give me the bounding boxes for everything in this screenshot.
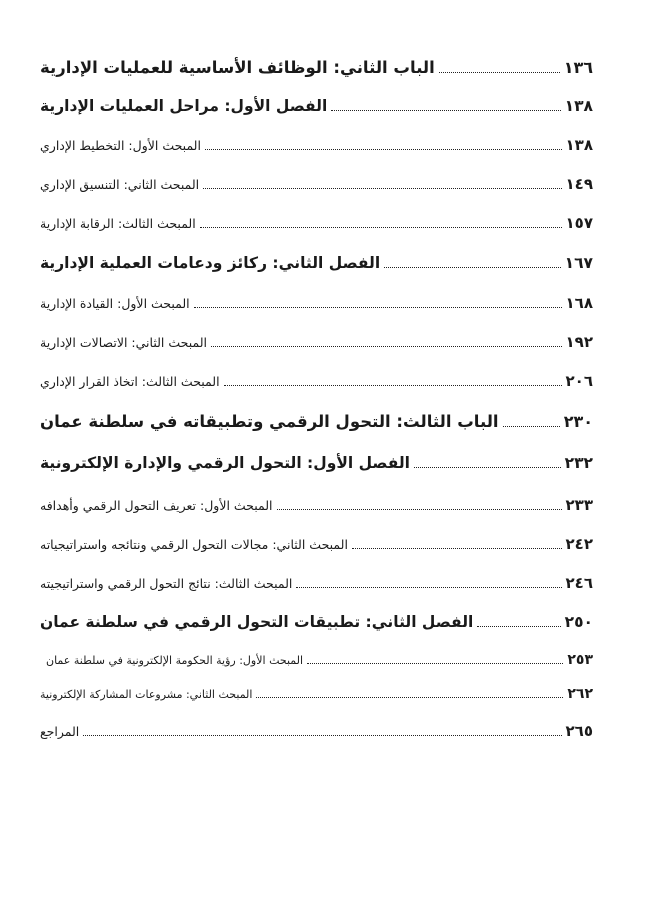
toc-entry-page: ١٣٦ <box>563 58 593 77</box>
toc-leader-dots <box>83 735 561 736</box>
toc-entry-page: ٢٠٦ <box>565 372 593 390</box>
toc-entry-page: ١٥٧ <box>565 214 593 232</box>
toc-entry <box>40 722 593 740</box>
toc-leader-dots <box>384 267 560 268</box>
toc-entry-page: ٢٣٢ <box>564 454 593 472</box>
toc-entry <box>40 454 593 472</box>
toc-entry-title: المراجع <box>40 724 80 739</box>
toc-entry <box>40 333 593 351</box>
toc-leader-dots <box>307 663 563 664</box>
toc-entry-title: المبحث الأول: القيادة الإدارية <box>40 296 190 311</box>
toc-entry <box>40 58 593 77</box>
toc-leader-dots <box>256 697 563 698</box>
toc-leader-dots <box>296 587 561 588</box>
toc-entry <box>40 175 593 193</box>
toc-entry <box>40 372 593 390</box>
toc-entry <box>40 294 593 312</box>
toc-entry-title: المبحث الثاني: التنسيق الإداري <box>40 177 200 192</box>
toc-entry-page: ٢٤٢ <box>565 535 593 553</box>
toc-entry <box>40 97 593 115</box>
toc-entry-title: الباب الثالث: التحول الرقمي وتطبيقاته في سلطنة عمان <box>40 412 499 431</box>
toc-entry <box>46 652 593 668</box>
toc-entry-title: الفصل الثاني: ركائز ودعامات العملية الإدارية <box>40 254 381 272</box>
toc-leader-dots <box>439 72 560 73</box>
toc-leader-dots <box>194 307 562 308</box>
toc-leader-dots <box>203 188 561 189</box>
toc-entry-title: المبحث الثاني: مجالات التحول الرقمي ونتائجه واستراتيجياته <box>40 537 348 552</box>
toc-entry <box>40 136 593 154</box>
toc-entry-page: ١٩٢ <box>565 333 593 351</box>
toc-entry-page: ٢٣٠ <box>563 412 593 431</box>
toc-leader-dots <box>414 467 561 468</box>
toc-leader-dots <box>352 548 562 549</box>
toc-leader-dots <box>331 110 560 111</box>
toc-entry-page: ٢٣٣ <box>565 496 593 514</box>
toc-leader-dots <box>200 227 562 228</box>
toc-leader-dots <box>205 149 562 150</box>
toc-entry-title: الباب الثاني: الوظائف الأساسية للعمليات الإدارية <box>40 58 435 77</box>
toc-entry-title: الفصل الأول: مراحل العمليات الإدارية <box>40 97 328 115</box>
toc-entry-page: ٢٤٦ <box>565 574 593 592</box>
toc-entry-title: الفصل الثاني: تطبيقات التحول الرقمي في سلطنة عمان <box>40 613 474 631</box>
toc-entry <box>40 613 593 631</box>
toc-entry-page: ١٤٩ <box>565 175 593 193</box>
toc-entry <box>40 686 593 702</box>
toc-entry-title: الفصل الأول: التحول الرقمي والإدارة الإلكترونية <box>40 454 410 472</box>
toc-entry <box>40 214 593 232</box>
toc-leader-dots <box>503 426 560 427</box>
toc-entry-title: المبحث الثاني: مشروعات المشاركة الإلكترونية <box>40 688 253 701</box>
toc-entry-title: المبحث الثالث: الرقابة الإدارية <box>40 216 196 231</box>
toc-leader-dots <box>224 385 562 386</box>
toc-entry-title: المبحث الأول: تعريف التحول الرقمي وأهدافه <box>40 498 273 513</box>
toc-entry-page: ١٦٨ <box>565 294 593 312</box>
toc-entry <box>40 535 593 553</box>
toc-entry-page: ١٣٨ <box>565 136 593 154</box>
toc-leader-dots <box>477 626 560 627</box>
toc-entry-page: ٢٥٣ <box>567 652 593 668</box>
toc-entry <box>40 254 593 272</box>
toc-entry-page: ١٦٧ <box>564 254 593 272</box>
toc-entry-title: المبحث الأول: رؤية الحكومة الإلكترونية في سلطنة عمان <box>46 654 304 667</box>
toc-entry <box>40 496 593 514</box>
toc-entry-title: المبحث الأول: التخطيط الإداري <box>40 138 201 153</box>
toc-entry-page: ٢٦٢ <box>567 686 593 702</box>
toc-entry <box>40 412 593 431</box>
toc-entry-page: ١٣٨ <box>564 97 593 115</box>
toc-entry-title: المبحث الثالث: نتائج التحول الرقمي واستراتيجيته <box>40 576 293 591</box>
toc-leader-dots <box>211 346 562 347</box>
toc-entry-title: المبحث الثاني: الاتصالات الإدارية <box>40 335 207 350</box>
toc-leader-dots <box>277 509 562 510</box>
toc-entry-page: ٢٦٥ <box>565 722 593 740</box>
toc-entry-page: ٢٥٠ <box>564 613 593 631</box>
toc-entry <box>40 574 593 592</box>
toc-entry-title: المبحث الثالث: اتخاذ القرار الإداري <box>40 374 220 389</box>
